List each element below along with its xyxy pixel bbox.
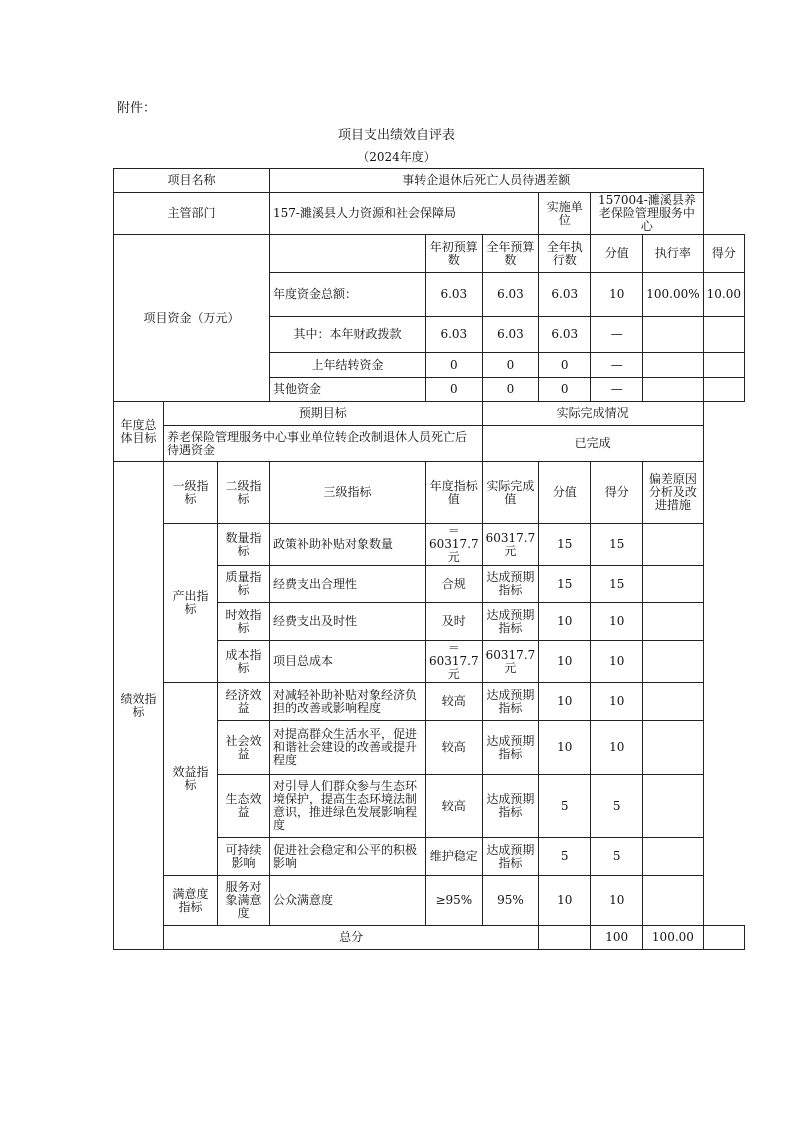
l3-cell: 经费支出及时性 <box>270 603 426 641</box>
funds-cell <box>643 317 703 353</box>
funds-row-label: 其他资金 <box>270 378 426 402</box>
score-cell: 10 <box>539 683 591 721</box>
note-cell <box>643 641 703 683</box>
indicator-row <box>114 524 745 566</box>
got-cell: 10 <box>591 603 643 641</box>
funds-cell: 6.03 <box>482 273 539 317</box>
indicator-header-cell: 得分 <box>591 462 643 524</box>
funds-cell: — <box>591 378 643 402</box>
indicator-row <box>114 876 745 926</box>
dept-value: 157-濉溪县人力资源和社会保障局 <box>270 193 539 235</box>
note-cell <box>643 566 703 603</box>
funds-header-cell: 得分 <box>703 235 744 273</box>
l3-cell: 促进社会稳定和公平的积极影响 <box>270 838 426 876</box>
funds-header-cell: 年初预算数 <box>426 235 483 273</box>
target-cell: ＝60317.7元 <box>426 524 483 566</box>
score-cell: 5 <box>539 838 591 876</box>
l3-cell: 对引导人们群众参与生态环境保护，提高生态环境法制意识，推进绿色发展影响程度 <box>270 775 426 838</box>
note-cell <box>643 721 703 775</box>
total-label: 总分 <box>164 926 539 950</box>
indicator-header-cell: 年度指标值 <box>426 462 483 524</box>
actual-goal: 已完成 <box>482 426 703 462</box>
target-cell: ＝60317.7元 <box>426 641 483 683</box>
funds-header-cell: 全年预算数 <box>482 235 539 273</box>
funds-header-cell: 分值 <box>591 235 643 273</box>
funds-cell: 6.03 <box>539 273 591 317</box>
score-cell: 10 <box>539 641 591 683</box>
project-name-value: 事转企退休后死亡人员待遇差额 <box>270 169 704 193</box>
funds-cell: 0 <box>539 378 591 402</box>
target-cell: 较高 <box>426 683 483 721</box>
indicator-header-cell: 偏差原因分析及改进措施 <box>643 462 703 524</box>
funds-label: 项目资金（万元） <box>114 235 270 402</box>
funds-row-label: 上年结转资金 <box>270 353 426 378</box>
got-cell: 10 <box>591 683 643 721</box>
total-note <box>703 926 744 950</box>
l2-cell: 经济效益 <box>218 683 270 721</box>
got-cell: 10 <box>591 876 643 926</box>
funds-cell: 0 <box>482 353 539 378</box>
self-evaluation-table <box>113 168 745 950</box>
actual-header: 实际完成情况 <box>482 402 703 426</box>
l3-cell: 对减轻补助补贴对象经济负担的改善或影响程度 <box>270 683 426 721</box>
funds-cell: 10 <box>591 273 643 317</box>
l2-cell: 生态效益 <box>218 775 270 838</box>
score-cell: 15 <box>539 566 591 603</box>
dept-label: 主管部门 <box>114 193 270 235</box>
actual-cell: 60317.7元 <box>482 641 539 683</box>
funds-cell: 0 <box>426 378 483 402</box>
funds-cell <box>703 353 744 378</box>
target-cell: 较高 <box>426 721 483 775</box>
got-cell: 15 <box>591 566 643 603</box>
satisfaction-label: 满意度指标 <box>164 876 218 926</box>
funds-cell <box>643 378 703 402</box>
actual-cell: 达成预期指标 <box>482 838 539 876</box>
funds-header-row <box>114 235 745 273</box>
funds-row-label: 年度资金总额： <box>270 273 426 317</box>
funds-cell: — <box>591 317 643 353</box>
project-name-row <box>114 169 745 193</box>
got-cell: 5 <box>591 838 643 876</box>
dept-row <box>114 193 745 235</box>
target-cell: 合规 <box>426 566 483 603</box>
page-title: 项目支出绩效自评表 <box>337 128 455 143</box>
l3-cell: 政策补助补贴对象数量 <box>270 524 426 566</box>
attachment-label: 附件： <box>117 101 157 116</box>
actual-cell: 95% <box>482 876 539 926</box>
got-cell: 10 <box>591 721 643 775</box>
l2-cell: 社会效益 <box>218 721 270 775</box>
note-cell <box>643 775 703 838</box>
actual-cell: 达成预期指标 <box>482 683 539 721</box>
target-cell: ≥95% <box>426 876 483 926</box>
score-cell: 5 <box>539 775 591 838</box>
funds-cell <box>703 378 744 402</box>
funds-cell: 0 <box>539 353 591 378</box>
total-score: 100 <box>591 926 643 950</box>
indicator-header-cell: 一级指标 <box>164 462 218 524</box>
year-label: （2024年度） <box>357 150 436 164</box>
note-cell <box>643 876 703 926</box>
l2-cell: 成本指标 <box>218 641 270 683</box>
l3-cell: 公众满意度 <box>270 876 426 926</box>
total-row <box>114 926 745 950</box>
funds-cell: 6.03 <box>482 317 539 353</box>
note-cell <box>643 603 703 641</box>
score-cell: 10 <box>539 876 591 926</box>
funds-cell: 6.03 <box>539 317 591 353</box>
funds-header-cell: 全年执行数 <box>539 235 591 273</box>
got-cell: 5 <box>591 775 643 838</box>
expected-goal: 养老保险管理服务中心事业单位转企改制退休人员死亡后待遇资金 <box>164 426 483 462</box>
goals-label: 年度总体目标 <box>114 402 164 462</box>
total-blank <box>539 926 591 950</box>
got-cell: 15 <box>591 524 643 566</box>
goals-header-row <box>114 402 745 426</box>
funds-cell: 0 <box>482 378 539 402</box>
funds-cell <box>703 317 744 353</box>
funds-cell: 6.03 <box>426 317 483 353</box>
funds-cell: 0 <box>426 353 483 378</box>
output-label: 产出指标 <box>164 524 218 683</box>
target-cell: 较高 <box>426 775 483 838</box>
indicator-header-row <box>114 462 745 524</box>
indicator-row <box>114 683 745 721</box>
score-cell: 15 <box>539 524 591 566</box>
indicator-header-cell: 分值 <box>539 462 591 524</box>
actual-cell: 达成预期指标 <box>482 603 539 641</box>
indicator-header-cell: 二级指标 <box>218 462 270 524</box>
l3-cell: 项目总成本 <box>270 641 426 683</box>
indicators-label: 绩效指标 <box>114 462 164 950</box>
funds-cell: — <box>591 353 643 378</box>
funds-cell: 10.00 <box>703 273 744 317</box>
indicator-header-cell: 实际完成值 <box>482 462 539 524</box>
l2-cell: 服务对象满意度 <box>218 876 270 926</box>
l3-cell: 经费支出合理性 <box>270 566 426 603</box>
l2-cell: 质量指标 <box>218 566 270 603</box>
project-name-label: 项目名称 <box>114 169 270 193</box>
funds-cell: 100.00% <box>643 273 703 317</box>
target-cell: 及时 <box>426 603 483 641</box>
target-cell: 维护稳定 <box>426 838 483 876</box>
l3-cell: 对提高群众生活水平，促进和谐社会建设的改善或提升程度 <box>270 721 426 775</box>
note-cell <box>643 524 703 566</box>
actual-cell: 达成预期指标 <box>482 566 539 603</box>
actual-cell: 60317.7元 <box>482 524 539 566</box>
l2-cell: 可持续影响 <box>218 838 270 876</box>
benefit-label: 效益指标 <box>164 683 218 876</box>
actual-cell: 达成预期指标 <box>482 721 539 775</box>
total-got: 100.00 <box>643 926 703 950</box>
l2-cell: 时效指标 <box>218 603 270 641</box>
funds-cell: 6.03 <box>426 273 483 317</box>
l2-cell: 数量指标 <box>218 524 270 566</box>
note-cell <box>643 838 703 876</box>
expected-header: 预期目标 <box>164 402 483 426</box>
impl-value: 157004-濉溪县养老保险管理服务中心 <box>591 193 703 235</box>
score-cell: 10 <box>539 721 591 775</box>
funds-cell <box>643 353 703 378</box>
goals-row <box>114 426 745 462</box>
funds-header-blank <box>270 235 426 273</box>
funds-header-cell: 执行率 <box>643 235 703 273</box>
funds-row-label: 其中：本年财政拨款 <box>270 317 426 353</box>
got-cell: 10 <box>591 641 643 683</box>
note-cell <box>643 683 703 721</box>
indicator-header-cell: 三级指标 <box>270 462 426 524</box>
score-cell: 10 <box>539 603 591 641</box>
impl-label: 实施单位 <box>539 193 591 235</box>
actual-cell: 达成预期指标 <box>482 775 539 838</box>
